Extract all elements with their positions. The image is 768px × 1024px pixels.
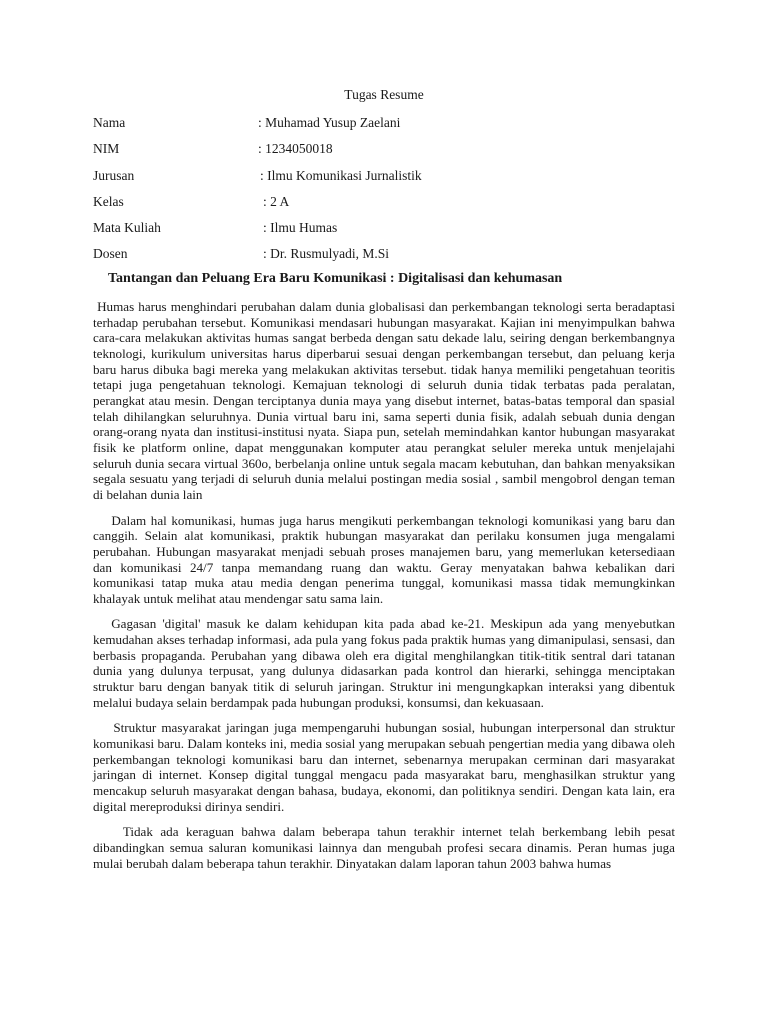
info-label: Dosen xyxy=(93,246,128,262)
info-value: : 2 A xyxy=(263,193,290,209)
info-row-mata-kuliah xyxy=(93,219,693,245)
document-title: Tugas Resume xyxy=(344,87,424,102)
info-row-jurusan xyxy=(93,167,693,193)
info-row-nama xyxy=(93,114,693,140)
info-label: Jurusan xyxy=(93,167,135,183)
info-value: : Ilmu Humas xyxy=(263,220,338,236)
info-label: NIM xyxy=(93,141,120,157)
info-value: : Muhamad Yusup Zaelani xyxy=(258,115,401,130)
info-value: : Dr. Rusmulyadi, M.Si xyxy=(263,246,390,262)
info-value: : Ilmu Komunikasi Jurnalistik xyxy=(260,167,422,183)
info-label: Kelas xyxy=(93,193,124,209)
info-row-nim xyxy=(93,140,693,166)
paragraph: Dalam hal komunikasi, humas juga harus mengikuti perkembangan teknologi komunikasi yang baru dan canggih. Selain alat komunikasi, praktik hubungan masyarakat dan perilaku konsumen juga mengalami perubahan. Hubungan masyarakat menjadi sebuah proses manajemen baru, yang memerlukan ketersediaan dan komunikasi 24/7 tanpa memandang ruang dan waktu. Geray menyatakan bahwa kebalikan dari komunikasi tatap muka atau media dengan penerima tunggal, komunikasi massa tidak memungkinkan khalayak untuk melihat atau mendengar satu sama lain. xyxy=(93,512,679,606)
info-row-kelas xyxy=(93,193,693,219)
paragraph: Humas harus menghindari perubahan dalam dunia globalisasi dan perkembangan teknologi serta beradaptasi terhadap perubahan tersebut. Komunikasi mendasari hubungan masyarakat. Kajian ini menyimpulkan bahwa cara-cara melakukan aktivitas humas sangat berbeda dengan satu dekade lalu, seiring dengan berkembangnya teknologi, kurikulum universitas harus diperbarui sesuai dengan perkembangan tersebut, dan peluang kerja baru harus dibuka bagi mereka yang melakukan aktivitas tersebut. tidak hanya memiliki pengetahuan teoritis tetapi juga pengetahuan teknologi. Kemajuan teknologi di seluruh dunia tidak terbatas pada peralatan, perangkat atau mesin. Dengan terciptanya dunia maya yang disebut internet, batas-batas temporal dan spasial telah dihilangkan seluruhnya. Dunia virtual baru ini, sama seperti dunia fisik, adalah sebuah dunia dengan orang-orang nyata dan institusi-institusi nyata. Siapa pun, setelah memindahkan kantor hubungan masyarakat fisik ke platform online, dapat menggunakan komputer atau perangkat seluler mereka untuk menjelajahi seluruh dunia secara virtual 360o, berbelanja online untuk segala macam kebutuhan, dan bahkan menyaksikan segala sesuatu yang terjadi di seluruh dunia melalui postingan media sosial , sambil mengobrol dengan teman di belahan dunia lain xyxy=(93,299,679,502)
info-row-dosen xyxy=(93,245,693,271)
paragraph: Gagasan 'digital' masuk ke dalam kehidupan kita pada abad ke-21. Meskipun ada yang menyebutkan kemudahan akses terhadap informasi, ada pula yang fokus pada praktik humas yang dimanipulasi, sensasi, dan berbasis propaganda. Perubahan yang dibawa oleh era digital menghilangkan titik-titik sentral dari tatanan dunia yang dulunya terpusat, yang dulunya didasarkan pada kontrol dan hierarki, sehingga menciptakan struktur baru dengan banyak titik di seluruh jaringan. Struktur ini mengungkapkan interaksi yang dibentuk melalui budaya selain berdampak pada hubungan produksi, konsumsi, dan kekuasaan. xyxy=(93,616,679,710)
body-text xyxy=(93,299,679,881)
section-heading: Tantangan dan Peluang Era Baru Komunikasi : Digitalisasi dan kehumasan xyxy=(108,271,563,286)
paragraph: Tidak ada keraguan bahwa dalam beberapa tahun terakhir internet telah berkembang lebih pesat dibandingkan semua saluran komunikasi lainnya dan mengubah profesi secara dinamis. Peran humas juga mulai berubah dalam beberapa tahun terakhir. Dinyatakan dalam laporan tahun 2003 bahwa humas xyxy=(93,824,679,871)
info-label: Mata Kuliah xyxy=(93,220,161,236)
student-info xyxy=(93,114,693,272)
paragraph: Struktur masyarakat jaringan juga mempengaruhi hubungan sosial, hubungan interpersonal dan struktur komunikasi baru. Dalam konteks ini, media sosial yang merupakan sebuah pengertian media yang dibawa oleh perkembangan teknologi komunikasi baru dan internet, sebenarnya merupakan cerminan dari masyarakat jaringan di internet. Konsep digital tunggal mengacu pada masyarakat baru, menghasilkan struktur yang mencakup seluruh masyarakat dengan bahasa, budaya, ekonomi, dan politiknya sendiri. Dengan kata lain, era digital mereproduksi dirinya sendiri. xyxy=(93,720,679,814)
info-value: : 1234050018 xyxy=(258,141,333,157)
info-label: Nama xyxy=(93,115,126,130)
